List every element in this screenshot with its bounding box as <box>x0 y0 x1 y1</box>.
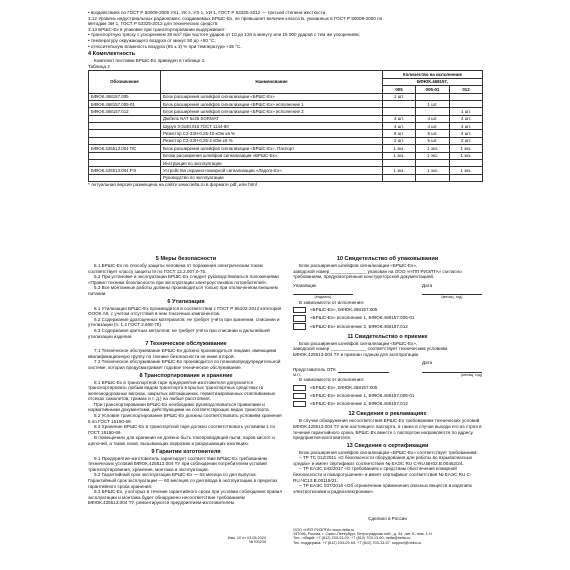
qty-cell <box>416 108 450 115</box>
variant-label: «БРШС-Ех», БФЮК.468157.005 <box>310 307 378 313</box>
name-cell: Блоки расширения шлейфов сигнализации «БРШС-Ех». <box>161 152 383 159</box>
company-name: ООО «НПП РИЭЛТА» www.rielta.ru <box>293 527 355 532</box>
qty-cell: 1 экз. <box>383 145 416 152</box>
variant-check-row <box>293 401 482 408</box>
qty-cell: 1 экз. <box>450 145 483 152</box>
top-block <box>88 10 482 188</box>
certificate-line: Блок расширения шлейфов сигнализации «БРШС-Ех» соответствует требованиям: <box>299 449 478 455</box>
table-row <box>89 93 483 100</box>
qty-cell: 8 шт. <box>383 130 416 137</box>
two-columns <box>88 254 482 562</box>
section-title: 5 Меры безопасности <box>155 256 217 262</box>
document-number: №700239 <box>249 540 266 545</box>
variant-label: «БРШС-Ех» исполнение 2, БФЮК.468157.012 <box>310 323 408 329</box>
company-phones: Тел.: общий: +7 (812) 233-03-02, +7 (812) 703-13-60, rielta@rielta.ru <box>293 536 411 541</box>
table-note: * Актуальная версия размещена на сайте www.rielta.ru в формате pdf, или html <box>88 182 257 188</box>
kit-table <box>88 70 483 182</box>
designation-cell <box>89 130 161 137</box>
qty-cell <box>450 174 483 181</box>
otk-signature-line[interactable] <box>338 366 389 373</box>
header-qty: Количество на исполнение <box>383 71 483 78</box>
designation-cell: БФЮК.468157.005-01 <box>89 100 161 107</box>
section-paragraph: При транспортировании БРШС-Ех необходимо руководствоваться правилами и нормативными документами, действующими на соответствующих видах транспорта. <box>88 401 270 413</box>
qty-cell <box>383 160 416 167</box>
designation-cell <box>89 160 161 167</box>
table-row <box>89 108 483 115</box>
qty-cell: 8 шт. <box>416 130 450 137</box>
qty-cell: 1 экз. <box>450 152 483 159</box>
designation-cell <box>89 123 161 130</box>
intro-line: методам ЭИ 1, ГОСТ Р 53325-2012 для технических средств. <box>88 21 219 27</box>
otk-label: Представитель ОТК <box>293 367 336 373</box>
otk-signature-row <box>293 360 482 373</box>
acceptance-date-line[interactable] <box>422 366 482 373</box>
section-paragraph: 5.2 При установке и эксплуатации БРШС-Ех следует руководствоваться положениями «Правил техники безопасности при эксплуатации электроустановок потребителей». <box>88 274 279 285</box>
variant-label: «БРШС-Ех», БФЮК.468157.005 <box>310 385 378 391</box>
signature-caption: (подпись) <box>314 295 332 300</box>
qty-cell: 2 шт. <box>450 137 483 144</box>
section-paragraph: 8.3 Хранение БРШС-Ех в транспортной таре должно соответствовать условиям 1 по ГОСТ 15150-69. <box>88 424 276 435</box>
section-title: 6 Утилизация <box>167 298 205 305</box>
qty-cell <box>416 160 450 167</box>
variant-label: «БРШС-Ех» исполнение 2, БФЮК.468157.012 <box>310 401 408 407</box>
designation-cell: БФЮК.468157.005 <box>89 93 161 100</box>
designation-cell <box>89 137 161 144</box>
designation-cell: БФЮК.425513.004 ПС <box>89 145 161 152</box>
name-cell: Блок расширения шлейфов сигнализации «БРШС-Ех» <box>161 93 383 100</box>
company-address: 197046, Россия, г. Санкт-Петербург, Петроградская наб., д. 34, лит. Б, пом. 1-Н <box>293 532 432 536</box>
qty-cell <box>450 100 483 107</box>
name-cell: Резистор С2-23Н-0,25-2 кОм ±5 % <box>161 137 383 144</box>
table-caption: Таблица 2 <box>88 63 110 69</box>
section-13-title: 13 Сведения о сертификации <box>346 442 429 449</box>
variant-checkbox[interactable] <box>293 401 306 408</box>
section-title: 7 Техническое обслуживание <box>145 341 227 348</box>
table-row <box>89 130 483 137</box>
section-paragraph: 9.3 БРШС-Ех, у которых в течение гарантийного срока при условии соблюдения правил эксплуатации и монтажа будет обнаружено несоответствие требованиям БФЮК.425513.004 ТУ, ремонтируются предприятием-изготовителем. <box>88 489 283 506</box>
section-paragraph: 7.1 Техническое обслуживание БРШС-Ех должно производиться лицами, имеющими квалификационную группу по технике безопасности не ниже второй. <box>88 348 277 359</box>
table-row <box>89 100 483 107</box>
qty-cell: 4 шт. <box>416 115 450 122</box>
table-row <box>89 145 483 152</box>
section-paragraph: В помещениях для хранения не должно быть токопроводящей пыли, паров кислот и щелочей, а также газов, вызывающих коррозию и разрушающих изоляцию. <box>88 435 275 447</box>
dependency-label: В зависимости от исполнения: <box>299 377 365 383</box>
variant-checkbox[interactable] <box>293 315 306 322</box>
section-paragraph: 6.1 Утилизация БРШС-Ех производится в соответствии с ГОСТ Р 55102-2012 категория ОООК А9, с учетом отсутствия в нем токсичных компонентов. <box>88 305 282 317</box>
intro-line: • воздействиях по ГОСТ Р 50009-2000 УК1, УК 2, УЭ 1, УИ 1, ГОСТ Р 53325-2012 — третьей степени жесткости. <box>88 10 327 15</box>
certificate-line: – ТР ЕАЭС 043/2017 «О требованиях к средствам обеспечения пожарной безопасности и пожаротушения» и имеет сертификат соответствия № ЕАЭС RU С-RU.ЧС13.В.00119/21. <box>293 466 472 483</box>
section-paragraph: 9.1 Предприятие-изготовитель гарантирует соответствие БРШС-Ех требованиям технических условий БФЮК.425513.004 ТУ при соблюдении потребителем условий транспортирования, хранения, монтажа и эксплуатации. <box>88 455 267 472</box>
section-12-text: В случае обнаружения несоответствия БРШС-Ех требованиям технических условий БФЮК.425513.004 ТУ или настоящего паспорта, а также в случае выхода его из строя в течение гарантийного срока, БРШС-Ех вместе с паспортом направляется по адресу предприятия-изготовителя. <box>293 418 482 441</box>
section-11-title: 11 Свидетельство о приемке <box>347 333 428 340</box>
section-13-text <box>293 450 482 495</box>
designation-cell <box>89 152 161 159</box>
date-caption: (месяц, год) <box>441 295 463 300</box>
qty-cell: 1 экз. <box>416 152 450 159</box>
left-column <box>88 254 284 506</box>
qty-cell: 4 шт. <box>450 115 483 122</box>
right-column <box>293 254 482 494</box>
header-name: Наименование <box>161 71 383 93</box>
edition-info <box>186 536 266 545</box>
variant-label: «БРШС-Ех» исполнение 1, БФЮК.468157.005-01 <box>310 315 415 321</box>
designation-cell <box>89 115 161 122</box>
designation-cell: БФЮК.468157.012 <box>89 108 161 115</box>
date-caption: (месяц, год) <box>460 373 482 378</box>
section-paragraph: 5.3 Все монтажные работы должны производиться только при отключенном внешнем питании. <box>88 285 278 296</box>
variant-check-row <box>293 393 482 400</box>
support-phones: Тех. поддержка: +7 (812) 233-29-53, +7 (812) 703-13-57, support@rielta.ru <box>293 540 422 545</box>
table-row <box>89 160 483 167</box>
header-variant: 005-01 <box>416 86 450 93</box>
qty-cell: 1 экз. <box>383 152 416 159</box>
intro-line: 3.12 Уровень индустриальных радиопомех, создаваемых БРШС-Ех, не превышает величин класса Б, указанных в ГОСТ Р 50009-2000 по <box>88 15 383 21</box>
table-row <box>89 152 483 159</box>
table-row <box>89 115 483 122</box>
intro-line: 3.13 БРШС-Ех в упаковке при транспортировании выдерживает: <box>88 26 226 32</box>
name-cell: Резистор С2-23Н-0,25-10 кОм ±5 % <box>161 130 383 137</box>
qty-cell: 1 экз. <box>383 167 416 174</box>
qty-cell <box>450 160 483 167</box>
dependency-label: В зависимости от исполнения: <box>299 299 365 305</box>
section-paragraph: 5.1 БРШС-Ех по способу защиты человека от поражения электрическим током соответствует классу защиты III по ГОСТ 12.2.007.0-75. <box>88 263 263 274</box>
name-cell: Шуруп 3-3x30.016 ГОСТ 1144-80 <box>161 123 383 130</box>
variant-check-row <box>293 315 482 322</box>
header-designation: Обозначение <box>89 71 161 93</box>
variant-checkbox[interactable] <box>293 385 306 392</box>
variant-checkbox[interactable] <box>293 393 306 400</box>
name-cell: Устройства охранно-пожарной сигнализации «Ладога-Ех». <box>161 167 383 174</box>
mp-stamp-label: М.П. <box>293 373 302 378</box>
kit-table-body <box>89 93 483 182</box>
passport-page <box>88 10 482 562</box>
date-label: Дата <box>422 360 433 366</box>
variant-checkbox[interactable] <box>293 307 306 314</box>
section-11-line1: Блок расширения шлейфов сигнализации «БРШС-Ех», <box>299 340 418 346</box>
certificate-line: – ТР ТС 012/2011 «О безопасности оборудования для работы во взрывоопасных средах» и имеет сертификат соответствия № ЕАЭС RU C-RU.ВН02.В.00462/24. <box>293 455 473 466</box>
section-paragraph: 7.2 Техническое обслуживание БРШС-Ех производится по плановопредупредительной системе, которая предусматривает годовое техническое обслуживание. <box>88 359 281 370</box>
qty-cell <box>416 93 450 100</box>
section-title: 9 Гарантии изготовителя <box>151 448 221 455</box>
table-row <box>89 167 483 174</box>
name-cell: Руководство по эксплуатации <box>161 174 383 181</box>
designation-cell: БФЮК.425513.004 РЭ <box>89 167 161 174</box>
section-10-title: 10 Свидетельство об упаковывании <box>336 256 439 262</box>
manufacturer-info <box>293 516 482 545</box>
qty-cell: 4 шт. <box>416 123 450 130</box>
qty-cell: 1 шт. <box>383 93 416 100</box>
qty-cell <box>383 174 416 181</box>
qty-cell: 4 шт. <box>450 123 483 130</box>
qty-cell <box>383 100 416 107</box>
section-12-title: 12 Сведения о рекламациях <box>348 411 427 418</box>
intro-line: • относительную влажность воздуха (95 ± 3) % при температуре +35 °С. <box>88 43 242 49</box>
intro-line: • температуру окружающего воздуха от минус 50 до +50 °С; <box>88 37 216 43</box>
section-4-text: Комплект поставки БРШС-Ех приведен в таблице 2. <box>94 58 206 64</box>
edition-label: Изм. 10 от 03.05.2024 <box>227 536 266 540</box>
qty-cell: 1 шт. <box>416 100 450 107</box>
header-code: БФЮК.468157. <box>383 78 483 85</box>
variant-checkbox[interactable] <box>293 323 306 330</box>
variant-check-row <box>293 307 482 314</box>
qty-cell: 2 шт. <box>383 137 416 144</box>
packing-date-line[interactable] <box>422 288 482 295</box>
name-cell: Дюбель NAT 5x25 SORMAT <box>161 115 383 122</box>
certificate-line: – ТР ЕАЭС 037/2016 «Об ограничении применения опасных веществ в изделиях электротехники и радиоэлектроники». <box>293 483 473 494</box>
qty-cell: 4 шт. <box>383 123 416 130</box>
section-paragraph: 8.2 Условия транспортирования БРШС-Ех должны соответствовать условиям хранения 5 по ГОСТ 15150-69. <box>88 413 282 424</box>
qty-cell <box>450 93 483 100</box>
section-10-line1: Блок расширения шлейфов сигнализации «БРШС-Ех», <box>299 263 418 268</box>
made-in-russia: Сделано в России <box>368 516 407 521</box>
header-variant: 012 <box>450 86 483 93</box>
table-row <box>89 137 483 144</box>
qty-cell: 1 экз. <box>416 145 450 152</box>
intro-lines <box>88 10 482 49</box>
section-paragraph: 9.2 Гарантийный срок эксплуатации БРШС-Ех — 63 месяца со дня выпуска. Гарантийный срок эксплуатации — 60 месяцев со дня ввода в эксплуатацию в пределах гарантийного срока хранения. <box>88 472 278 489</box>
section-4-title: 4 Комплектность <box>88 51 136 58</box>
packer-label: Упаковщик <box>293 282 317 288</box>
section-title: 8 Транспортирование и хранение <box>139 372 233 379</box>
qty-cell: 4 шт. <box>450 130 483 137</box>
name-cell: Инструкция по эксплуатации <box>161 160 383 167</box>
name-cell: Блок расширения шлейфов сигнализации «БРШС-Ех» исполнение 1 <box>161 100 383 107</box>
qty-cell: 5 шт. <box>416 137 450 144</box>
designation-cell <box>89 174 161 181</box>
qty-cell <box>416 174 450 181</box>
header-variant: 005 <box>383 86 416 93</box>
section-10-line2: заводской номер ______________ упакован на ООО «НПП РИЭЛТА» согласно требованиям, предусмотренным конструкторской документацией. <box>293 268 462 280</box>
section-paragraph: 8.1 БРШС-Ех в транспортной таре предприятия-изготовителя допускается транспортировать любым видом транспорта в крытых транспортных средствах (в железнодорожных вагонах, закрытых автомашинах, герметизированных отапливаемых отсеках самолетов, трюмах и т. д.) на любые расстояния. <box>88 379 276 402</box>
section-paragraph: 6.2 Содержание драгоценных материалов: не требует учёта при хранении, списании и утилизации (п. 1.2 ГОСТ 2.608-78). <box>88 316 280 328</box>
intro-line: • транспортную тряску с ускорением 30 м/с² при частоте ударов от 10 до 120 в минуту или 15 000 ударов с тем же ускорением; <box>88 32 360 38</box>
variant-check-row <box>293 323 482 330</box>
table-row <box>89 174 483 181</box>
qty-cell: 1 экз. <box>450 167 483 174</box>
packer-signature-line[interactable] <box>293 288 353 295</box>
packer-signature-row <box>293 283 482 300</box>
variant-check-row <box>293 385 482 392</box>
table-row <box>89 123 483 130</box>
section-11-line2: заводской номер ______________ соответствует техническим условиям БФЮК.425513.004 ТУ и признан годным для эксплуатации. <box>293 346 448 357</box>
qty-cell: 1 экз. <box>416 167 450 174</box>
qty-cell <box>383 108 416 115</box>
variant-label: «БРШС-Ех» исполнение 1, БФЮК.468157.005-01 <box>310 393 415 399</box>
qty-cell: 1 шт. <box>450 108 483 115</box>
name-cell: Блок расширения шлейфов сигнализации «БРШС-Ех» исполнение 2 <box>161 108 383 115</box>
qty-cell: 4 шт. <box>383 115 416 122</box>
date-label: Дата <box>422 282 433 288</box>
name-cell: Блок расширения шлейфов сигнализации «БРШС-Ех». Паспорт <box>161 145 383 152</box>
section-paragraph: 6.3 Содержание цветных металлов: не требует учёта при списании и дальнейшей утилизации изделия. <box>88 327 270 339</box>
